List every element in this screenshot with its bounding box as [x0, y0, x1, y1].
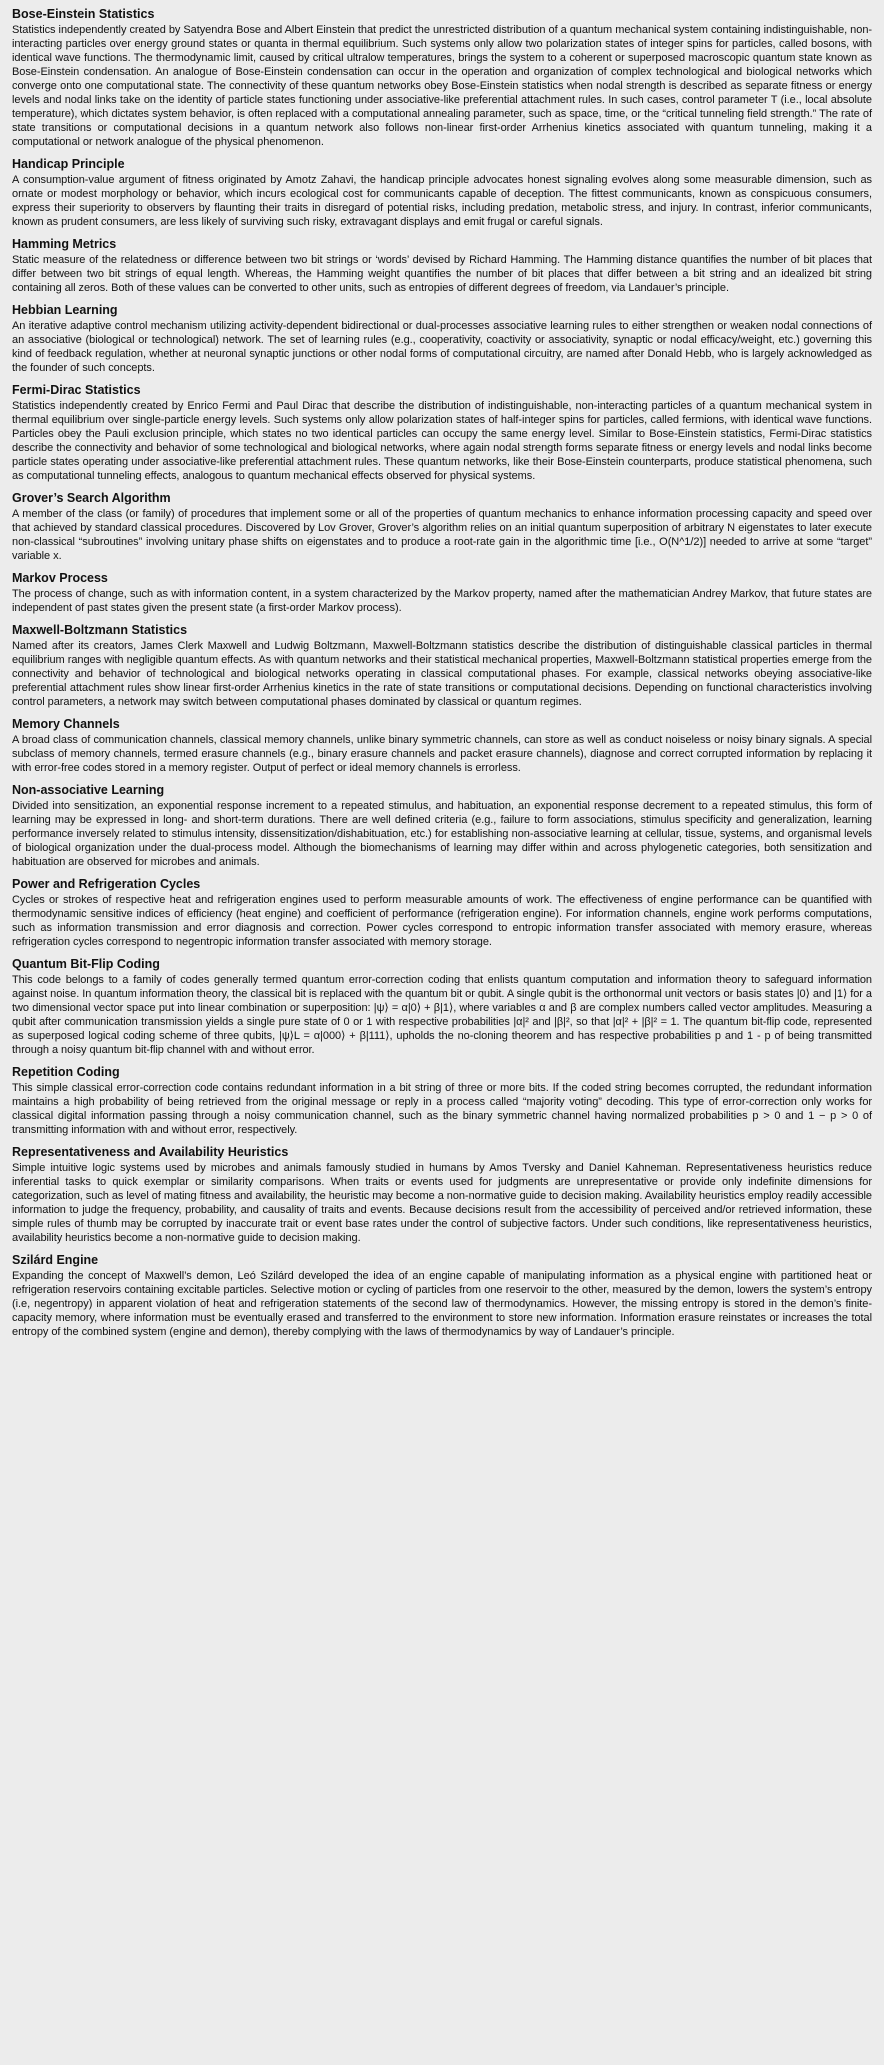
- entry-title: Hamming Metrics: [12, 237, 117, 251]
- glossary-entry-repetition-coding: [12, 1065, 872, 1137]
- entry-title: Power and Refrigeration Cycles: [12, 877, 201, 891]
- glossary-entry-grovers-algorithm: [12, 491, 872, 563]
- entry-body: This simple classical error-correction code contains redundant information in a bit string of three or more bits. If the coded string becomes corrupted, the redundant information maintains a high probability of being retrieved from the original message or reply in a process called “majority voting” decoding. This type of error-correction only works for classical digital information passing through a noisy communication channel, such as the binary symmetric channel having normalized probabilities p > 0 and 1 − p > 0 of transmitting information with and without error, respectively.: [12, 1082, 872, 1136]
- entry-title: Handicap Principle: [12, 157, 125, 171]
- glossary-entry-hebbian-learning: [12, 303, 872, 375]
- entry-title: Markov Process: [12, 571, 108, 585]
- entry-title: Repetition Coding: [12, 1065, 120, 1079]
- glossary-entry-bose-einstein: [12, 7, 872, 149]
- entry-title: Maxwell-Boltzmann Statistics: [12, 623, 188, 637]
- entry-body: Cycles or strokes of respective heat and refrigeration engines used to perform measurable amounts of work. The effectiveness of engine performance can be quantified with thermodynamic sensitive indices of efficiency (heat engine) and coefficient of performance (refrigeration engine). For information channels, engine work performs computations, such as information transmission and error diagnosis and correction. Power cycles correspond to entropic information transfer associated with memory erasure, whereas refrigeration cycles correspond to negentropic information transfer associated with memory storage.: [12, 894, 872, 948]
- glossary-entry-non-associative-learning: [12, 783, 872, 869]
- entry-body: Statistics independently created by Enrico Fermi and Paul Dirac that describe the distribution of indistinguishable, non-interacting particles of a quantum mechanical system in thermal equilibrium over single-particle energy levels. Such systems only allow polarization states of half-integer spins for particles, called fermions, with identical wave functions. Particles obey the Pauli exclusion principle, which states no two identical particles can occupy the same energy level. Similar to Bose-Einstein statistics, Fermi-Dirac statistics describe the connectivity and behavior of some technological and biological networks, where again nodal strength forms separate fitness or energy levels and nodal links become particle states operating under associative-like preferential attachment rules. These quantum networks, like their Bose-Einstein counterparts, produce statistical phenomena, such as computational tunneling effects, analogous to quantum mechanical effects observed for physical systems.: [12, 400, 872, 482]
- entry-body: Divided into sensitization, an exponential response increment to a repeated stimulus, and habituation, an exponential response decrement to a repeated stimulus, this form of learning may be expressed in long- and short-term durations. There are well defined criteria (e.g., failure to form associations, stimulus specificity and generalization, learning performance inversely related to stimulus intensity, dissensitization/dishabituation, etc.) for establishing non-associative learning at cellular, tissue, systems, and organismal levels of biological organization under the dual-process model. Although the biomechanisms of learning may differ within and across phylogenetic categories, both sensitization and habituation are observed for microbes and animals.: [12, 800, 872, 868]
- entry-body: This code belongs to a family of codes generally termed quantum error-correction coding that enlists quantum computation and information theory to safeguard information against noise. In quantum information theory, the classical bit is replaced with the quantum bit or qubit. A single qubit is the orthonormal unit vectors or basis states |0⟩ and |1⟩ for a two dimensional vector space put into linear combination or superposition: |ψ⟩ = α|0⟩ + β|1⟩, where variables α and β are complex numbers called vector amplitudes. Measuring a qubit after communication transmission yields a single pure state of 0 or 1 with respective probabilities |α|² and |β|², so that |α|² + |β|² = 1. The quantum bit-flip code, represented as superposed logical coding scheme of three qubits, |ψ⟩L = α|000⟩ + β|111⟩, upholds the no-cloning theorem and has respective probabilities p and 1 - p of being transmitted through a noisy quantum bit-flip channel with and without error.: [12, 974, 872, 1056]
- entry-body: A broad class of communication channels, classical memory channels, unlike binary symmetric channels, can store as well as conduct noiseless or noisy binary signals. A special subclass of memory channels, termed erasure channels (e.g., binary erasure channels and packet erasure channels), diagnose and correct corrupted information by replacing it with error-free codes stored in a memory register. Output of perfect or ideal memory channels is errorless.: [12, 734, 872, 774]
- entry-title: Hebbian Learning: [12, 303, 118, 317]
- entry-body: The process of change, such as with information content, in a system characterized by the Markov property, named after the mathematician Andrey Markov, that future states are independent of past states given the present state (a first-order Markov process).: [12, 588, 872, 614]
- glossary-entry-szilard-engine: [12, 1253, 872, 1339]
- entry-body: Static measure of the relatedness or difference between two bit strings or ‘words’ devised by Richard Hamming. The Hamming distance quantifies the number of bit places that differ between two bit strings of equal length. Whereas, the Hamming weight quantifies the number of bit places that differ between a bit string and an idealized bit string containing all zeros. Both of these values can be converted to other units, such as entropies of different degrees of freedom, via Landauer’s principle.: [12, 254, 872, 294]
- glossary-entry-memory-channels: [12, 717, 872, 775]
- entry-body: A member of the class (or family) of procedures that implement some or all of the properties of quantum mechanics to enhance information processing capacity and speed over that achieved by standard classical procedures. Discovered by Lov Grover, Grover’s algorithm relies on an initial quantum superposition of arbitrary N eigenstates to later execute non-classical “subroutines” involving unitary phase shifts on eigenstates and to produce a root-rate gain in the algorithmic time [i.e., O(N^1/2)] needed to arrive at some “target” variable x.: [12, 508, 872, 562]
- entry-title: Bose-Einstein Statistics: [12, 7, 155, 21]
- glossary-entry-handicap-principle: [12, 157, 872, 229]
- entry-title: Fermi-Dirac Statistics: [12, 383, 141, 397]
- glossary-entry-fermi-dirac: [12, 383, 872, 483]
- entry-body: A consumption-value argument of fitness originated by Amotz Zahavi, the handicap principle advocates honest signaling evolves along some measurable dimension, such as ornate or modest morphology or behavior, which incurs ecological cost for communicants capable of deception. The fittest communicants, known as conspicuous consumers, express their superiority to observers by flaunting their traits in disregard of potential risks, including predation, metabolic stress, and injury. In contrast, inferior communicants, known as prudent consumers, are less likely of surviving such risky, extravagant displays and emit frugal or careful signals.: [12, 174, 872, 228]
- glossary-entry-maxwell-boltzmann: [12, 623, 872, 709]
- entry-body: Simple intuitive logic systems used by microbes and animals famously studied in humans by Amos Tversky and Daniel Kahneman. Representativeness heuristics reduce inferential tasks to quick exemplar or similarity comparisons. When traits or events used for judgments are unrepresentative or provide only indefinite dimensions for categorization, such as level of mating fitness and availability, the heuristic may become a non-normative guide to decision making. Availability heuristics employ readily accessible information to judge the frequency, probability, and causality of traits and events. Because decisions result from the accessibility of perceived and/or retrieved information, these simple rules of thumb may be corrupted by inaccurate trait or event base rates under the control of subjective factors. Under such conditions, like representativeness heuristics, availability heuristics become a non-normative guide to decision making.: [12, 1162, 872, 1244]
- entry-title: Grover’s Search Algorithm: [12, 491, 171, 505]
- entry-body: Expanding the concept of Maxwell’s demon, Leó Szilárd developed the idea of an engine capable of manipulating information as a physical engine with partitioned heat or refrigeration reservoirs containing excitable particles. Selective motion or cycling of particles from one reservoir to the other, measured by the demon, lowers the system’s entropy (i.e, negentropy) in apparent violation of heat and refrigeration statements of the second law of thermodynamics. However, the missing entropy is stored in the demon’s finite-capacity memory, where information must be eventually erased and transferred to the environment to store new information. Information erasure reinstates or increases the total entropy of the combined system (engine and demon), thereby complying with the laws of thermodynamics by way of Landauer’s principle.: [12, 1270, 872, 1338]
- entry-title: Szilárd Engine: [12, 1253, 99, 1267]
- entry-body: Statistics independently created by Satyendra Bose and Albert Einstein that predict the unrestricted distribution of a quantum mechanical system containing indistinguishable, non-interacting particles over energy ground states or quanta in thermal equilibrium. Such systems only allow two polarization states of integer spins for particles, called bosons, with identical wave functions. The thermodynamic limit, caused by critical ultralow temperatures, brings the system to a coherent or superposed macroscopic quantum state known as Bose-Einstein condensation. An analogue of Bose-Einstein condensation can occur in the operation and organization of complex technological and biological networks which converge onto one computational state. The connectivity of these quantum networks obey Bose-Einstein statistics when nodal strength is described as separate fitness or energy levels and nodal links take on the identity of particle states functioning under associative-like preferential attachment rules. In such cases, control parameter T (i.e., local absolute temperature), which dictates system behavior, is often replaced with a computational annealing parameter, such as space, time, or the “critical tunneling field strength.” The rate of state transitions or computational decisions in a quantum network also follows non-linear first-order Arrhenius kinetics associated with quantum tunneling, making it a computational or network analogue of the physical phenomenon.: [12, 24, 872, 148]
- entry-body: An iterative adaptive control mechanism utilizing activity-dependent bidirectional or dual-processes associative learning rules to either strengthen or weaken nodal connections of an associative (biological or technological) network. The set of learning rules (e.g., cooperativity, coactivity or associativity, synaptic or nodal efficacy/weight, etc.) governing this kind of feedback regulation, whether at neuronal synaptic junctions or other nodal forms of computational circuitry, are named after Donald Hebb, who is largely acknowledged as the founder of such concepts.: [12, 320, 872, 374]
- glossary-entry-power-refrigeration: [12, 877, 872, 949]
- entry-title: Quantum Bit-Flip Coding: [12, 957, 160, 971]
- glossary-entry-quantum-bit-flip: [12, 957, 872, 1057]
- entry-title: Non-associative Learning: [12, 783, 165, 797]
- entry-title: Representativeness and Availability Heuristics: [12, 1145, 289, 1159]
- glossary-entry-heuristics: [12, 1145, 872, 1245]
- entry-body: Named after its creators, James Clerk Maxwell and Ludwig Boltzmann, Maxwell-Boltzmann statistics describe the distribution of distinguishable classical particles in thermal equilibrium ranges with negligible quantum effects. As with quantum networks and their statistical mechanical properties, Maxwell-Boltzmann statistical properties emerge from the connectivity and behavior of technological and biological networks operating in classical computational phases. For example, classical networks obeying associative-like preferential attachment rules show linear first-order Arrhenius kinetics in the rate of state transitions or computational decisions. Depending on functional characteristics involving control parameters, a network may switch between computational phases dominated by classical or quantum regimes.: [12, 640, 872, 708]
- glossary-entry-hamming-metrics: [12, 237, 872, 295]
- glossary-entry-markov-process: [12, 571, 872, 615]
- entry-title: Memory Channels: [12, 717, 120, 731]
